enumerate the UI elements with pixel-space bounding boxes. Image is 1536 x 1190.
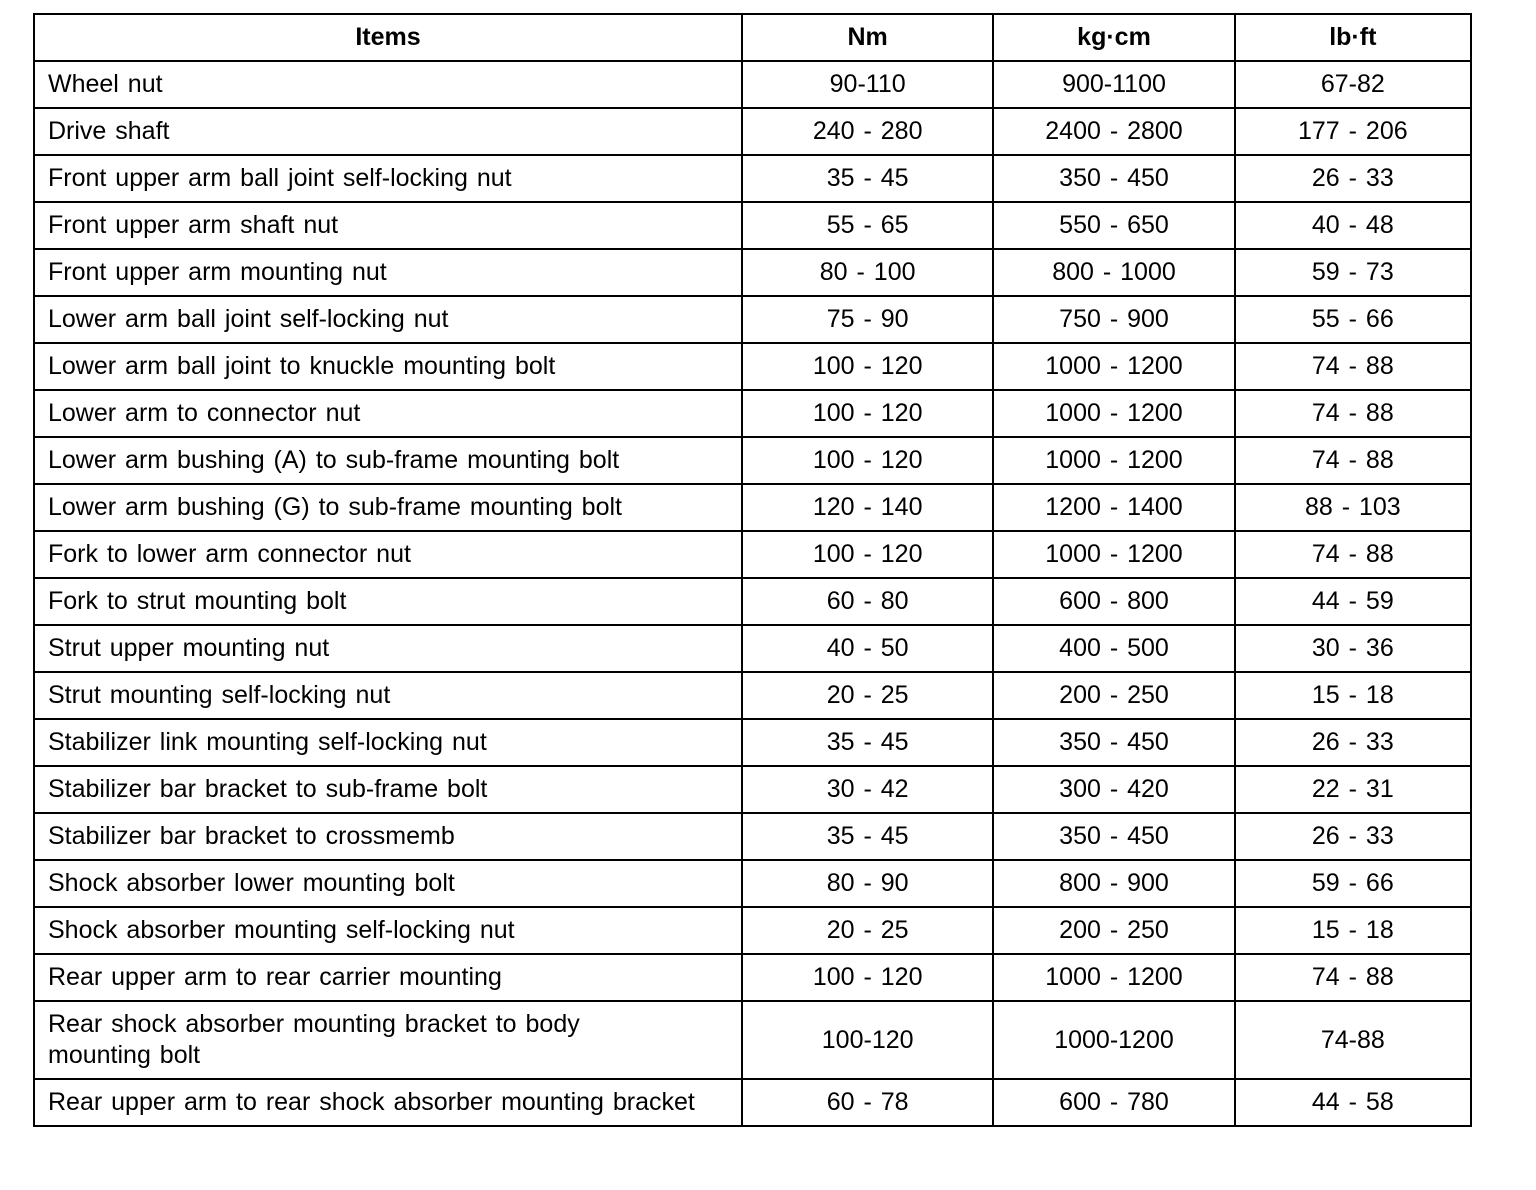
cell-kgcm: 350 - 450 <box>993 813 1234 860</box>
cell-nm: 100 - 120 <box>742 437 993 484</box>
table-row <box>34 108 1471 155</box>
cell-item: Rear shock absorber mounting bracket to body mounting bolt <box>34 1001 742 1079</box>
cell-nm: 20 - 25 <box>742 907 993 954</box>
cell-lbft: 40 - 48 <box>1235 202 1471 249</box>
cell-lbft: 26 - 33 <box>1235 813 1471 860</box>
cell-nm: 55 - 65 <box>742 202 993 249</box>
cell-lbft: 74 - 88 <box>1235 343 1471 390</box>
cell-nm: 120 - 140 <box>742 484 993 531</box>
cell-nm: 40 - 50 <box>742 625 993 672</box>
cell-item: Front upper arm shaft nut <box>34 202 742 249</box>
cell-nm: 100 - 120 <box>742 954 993 1001</box>
cell-kgcm: 350 - 450 <box>993 719 1234 766</box>
cell-item: Fork to lower arm connector nut <box>34 531 742 578</box>
header-nm: Nm <box>742 14 993 61</box>
cell-kgcm: 1000 - 1200 <box>993 390 1234 437</box>
cell-kgcm: 800 - 900 <box>993 860 1234 907</box>
cell-item: Lower arm ball joint to knuckle mounting bolt <box>34 343 742 390</box>
table-row <box>34 296 1471 343</box>
table-row <box>34 766 1471 813</box>
cell-nm: 100-120 <box>742 1001 993 1079</box>
cell-item: Strut upper mounting nut <box>34 625 742 672</box>
table-row <box>34 813 1471 860</box>
cell-lbft: 74 - 88 <box>1235 390 1471 437</box>
cell-kgcm: 200 - 250 <box>993 907 1234 954</box>
header-lbft: lb·ft <box>1235 14 1471 61</box>
cell-lbft: 74-88 <box>1235 1001 1471 1079</box>
cell-nm: 80 - 90 <box>742 860 993 907</box>
table-row <box>34 343 1471 390</box>
cell-item: Front upper arm ball joint self-locking nut <box>34 155 742 202</box>
table-row <box>34 954 1471 1001</box>
cell-lbft: 26 - 33 <box>1235 719 1471 766</box>
cell-lbft: 177 - 206 <box>1235 108 1471 155</box>
cell-kgcm: 600 - 800 <box>993 578 1234 625</box>
cell-nm: 35 - 45 <box>742 719 993 766</box>
cell-lbft: 88 - 103 <box>1235 484 1471 531</box>
cell-nm: 60 - 78 <box>742 1079 993 1126</box>
table-row <box>34 155 1471 202</box>
cell-lbft: 30 - 36 <box>1235 625 1471 672</box>
cell-kgcm: 2400 - 2800 <box>993 108 1234 155</box>
cell-nm: 60 - 80 <box>742 578 993 625</box>
cell-kgcm: 1000 - 1200 <box>993 437 1234 484</box>
cell-item: Stabilizer bar bracket to crossmemb <box>34 813 742 860</box>
cell-item: Shock absorber lower mounting bolt <box>34 860 742 907</box>
table-header-row <box>34 14 1471 61</box>
header-kgcm: kg·cm <box>993 14 1234 61</box>
cell-item: Shock absorber mounting self-locking nut <box>34 907 742 954</box>
cell-lbft: 59 - 66 <box>1235 860 1471 907</box>
cell-kgcm: 200 - 250 <box>993 672 1234 719</box>
cell-nm: 30 - 42 <box>742 766 993 813</box>
cell-lbft: 44 - 59 <box>1235 578 1471 625</box>
cell-item: Rear upper arm to rear shock absorber mounting bracket <box>34 1079 742 1126</box>
table-row <box>34 437 1471 484</box>
table-row <box>34 249 1471 296</box>
cell-kgcm: 600 - 780 <box>993 1079 1234 1126</box>
cell-nm: 35 - 45 <box>742 155 993 202</box>
cell-item: Lower arm ball joint self-locking nut <box>34 296 742 343</box>
cell-kgcm: 800 - 1000 <box>993 249 1234 296</box>
cell-nm: 100 - 120 <box>742 390 993 437</box>
table-row <box>34 625 1471 672</box>
cell-lbft: 74 - 88 <box>1235 531 1471 578</box>
cell-kgcm: 350 - 450 <box>993 155 1234 202</box>
cell-kgcm: 1000 - 1200 <box>993 531 1234 578</box>
cell-kgcm: 1200 - 1400 <box>993 484 1234 531</box>
cell-nm: 100 - 120 <box>742 531 993 578</box>
cell-item: Stabilizer link mounting self-locking nut <box>34 719 742 766</box>
cell-nm: 240 - 280 <box>742 108 993 155</box>
cell-lbft: 74 - 88 <box>1235 954 1471 1001</box>
table-row <box>34 578 1471 625</box>
cell-kgcm: 1000-1200 <box>993 1001 1234 1079</box>
cell-item: Lower arm bushing (A) to sub-frame mounting bolt <box>34 437 742 484</box>
cell-item: Fork to strut mounting bolt <box>34 578 742 625</box>
cell-item: Drive shaft <box>34 108 742 155</box>
table-row <box>34 907 1471 954</box>
table-row <box>34 202 1471 249</box>
cell-nm: 35 - 45 <box>742 813 993 860</box>
cell-lbft: 67-82 <box>1235 61 1471 108</box>
table-row <box>34 672 1471 719</box>
table-row <box>34 531 1471 578</box>
cell-kgcm: 1000 - 1200 <box>993 954 1234 1001</box>
torque-spec-table <box>33 13 1472 1127</box>
cell-lbft: 22 - 31 <box>1235 766 1471 813</box>
cell-item: Lower arm to connector nut <box>34 390 742 437</box>
cell-item: Rear upper arm to rear carrier mounting <box>34 954 742 1001</box>
cell-kgcm: 900-1100 <box>993 61 1234 108</box>
cell-kgcm: 300 - 420 <box>993 766 1234 813</box>
cell-item: Lower arm bushing (G) to sub-frame mounting bolt <box>34 484 742 531</box>
cell-item: Stabilizer bar bracket to sub-frame bolt <box>34 766 742 813</box>
cell-item: Wheel nut <box>34 61 742 108</box>
cell-item: Strut mounting self-locking nut <box>34 672 742 719</box>
cell-nm: 75 - 90 <box>742 296 993 343</box>
cell-kgcm: 550 - 650 <box>993 202 1234 249</box>
cell-nm: 90-110 <box>742 61 993 108</box>
cell-lbft: 44 - 58 <box>1235 1079 1471 1126</box>
table-row <box>34 1001 1471 1079</box>
cell-lbft: 74 - 88 <box>1235 437 1471 484</box>
table-row <box>34 61 1471 108</box>
cell-lbft: 59 - 73 <box>1235 249 1471 296</box>
table-row <box>34 484 1471 531</box>
cell-kgcm: 1000 - 1200 <box>993 343 1234 390</box>
cell-lbft: 15 - 18 <box>1235 672 1471 719</box>
table-row <box>34 860 1471 907</box>
cell-lbft: 55 - 66 <box>1235 296 1471 343</box>
cell-nm: 20 - 25 <box>742 672 993 719</box>
cell-kgcm: 750 - 900 <box>993 296 1234 343</box>
cell-item: Front upper arm mounting nut <box>34 249 742 296</box>
cell-lbft: 26 - 33 <box>1235 155 1471 202</box>
cell-nm: 80 - 100 <box>742 249 993 296</box>
header-items: Items <box>34 14 742 61</box>
cell-kgcm: 400 - 500 <box>993 625 1234 672</box>
cell-lbft: 15 - 18 <box>1235 907 1471 954</box>
table-row <box>34 390 1471 437</box>
table-row <box>34 719 1471 766</box>
table-row <box>34 1079 1471 1126</box>
cell-nm: 100 - 120 <box>742 343 993 390</box>
